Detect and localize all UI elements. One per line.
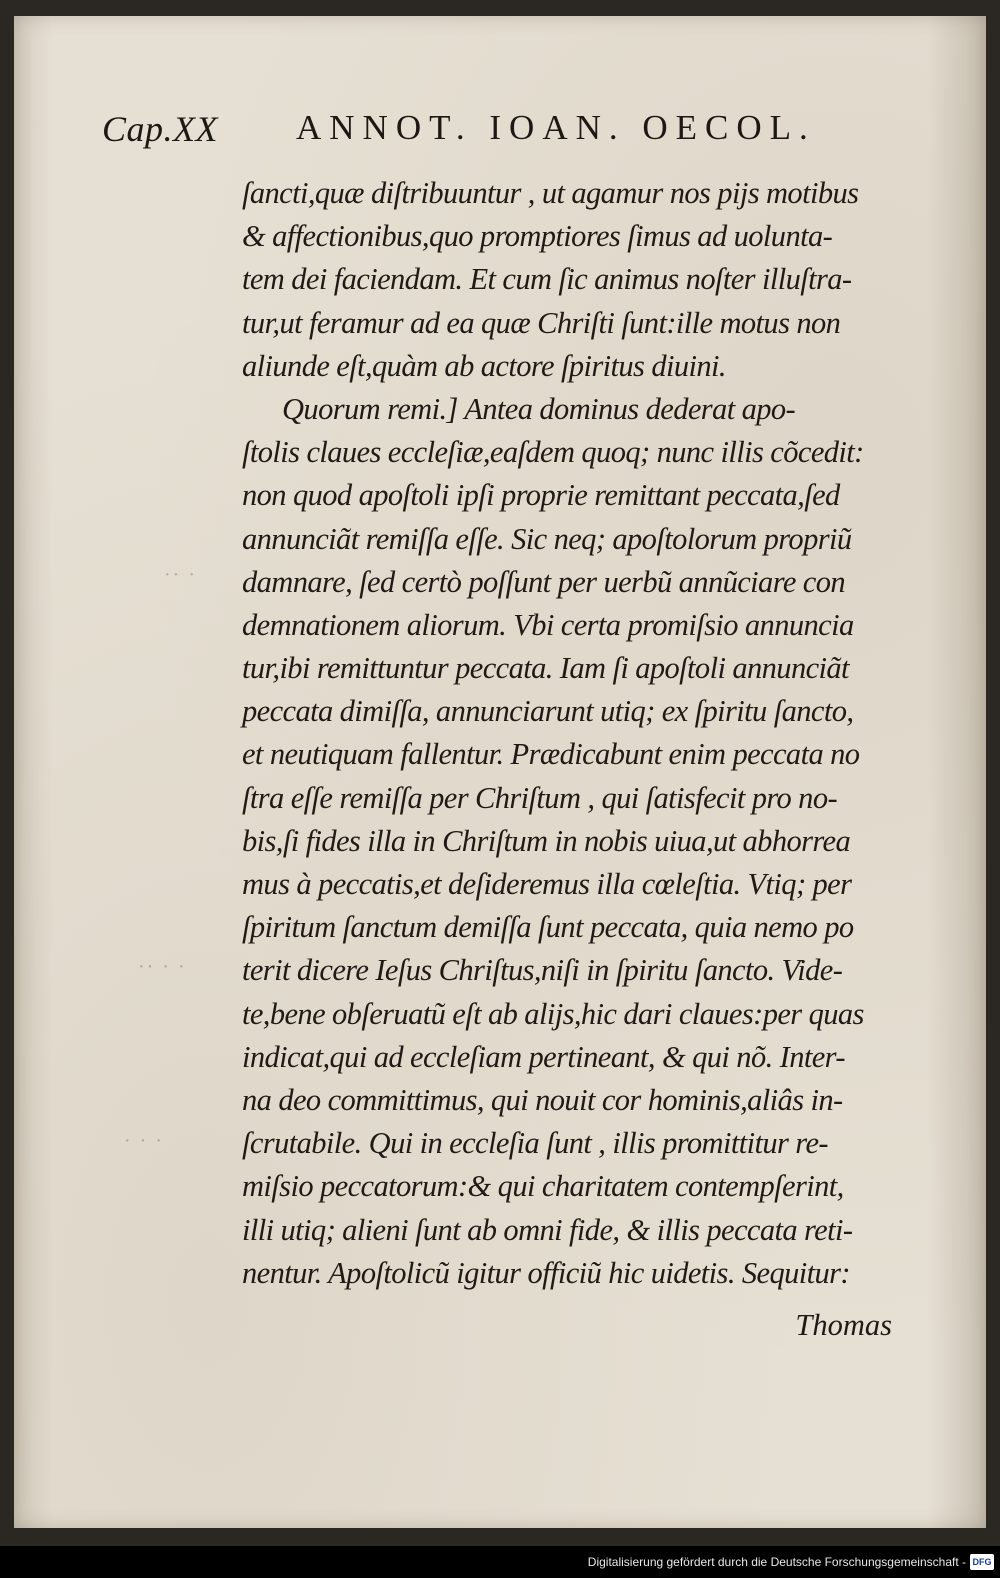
marginal-annotation: ·· · [164,564,197,586]
text-line: ſcrutabile. Qui in eccleſia ſunt , illis promittitur re- [242,1126,828,1161]
text-line: non quod apoſtoli ipſi proprie remittant peccata,ſed [242,478,840,513]
text-line: bis,ſi fides illa in Chriſtum in nobis uiua,ut abhorrea [242,823,851,858]
body-text [242,172,910,1295]
text-line: tur,ibi remittuntur peccata. Iam ſi apoſtoli annunciãt [242,651,849,686]
chapter-reference: Cap.XX [102,109,218,149]
running-title: ANNOT. IOAN. OECOL. [296,108,816,147]
text-line: damnare, ſed certò poſſunt per uerbũ annũciare con [242,564,846,599]
marginal-annotation: ·· · · [138,956,187,978]
text-line: miſsio peccatorum:& qui charitatem contempſerint, [242,1169,844,1204]
text-line: mus à peccatis,et deſideremus illa cœleſtia. Vtiq; per [242,867,852,901]
text-line: te,bene obſeruatũ eſt ab alijs,hic dari claues:per quas [242,996,864,1031]
text-line: demnationem aliorum. Vbi certa promiſsio annuncia [242,607,854,642]
text-line: indicat,qui ad eccleſiam pertineant, & qui nõ. Inter- [242,1039,845,1074]
text-line: peccata dimiſſa, annunciarunt utiq; ex ſpiritu ſancto, [242,694,854,729]
text-line: terit dicere Ieſus Chriſtus,niſi in ſpiritu ſancto. Vide- [242,953,843,988]
text-line: & affectionibus,quo promptiores ſimus ad uolunta- [242,219,833,254]
text-line: nentur. Apoſtolicũ igitur officiũ hic uidetis. Sequitur: [242,1255,850,1290]
dfg-logo: DFG [970,1554,994,1570]
text-line: annunciãt remiſſa eſſe. Sic neq; apoſtolorum propriũ [242,521,852,556]
text-line: Quorum remi.] Antea dominus dederat apo- [282,391,796,426]
marginal-annotation: · · · [124,1130,164,1152]
text-line: ſtolis claues eccleſiæ,eaſdem quoq; nunc illis cõcedit: [242,435,864,470]
text-line: illi utiq; alieni ſunt ab omni fide, & illis peccata reti- [242,1212,853,1247]
book-page [14,16,986,1528]
text-line: ſancti,quæ diſtribuuntur , ut agamur nos pijs motibus [242,176,859,210]
text-line: tur,ut feramur ad ea quæ Chriſti ſunt:ille motus non [242,305,841,340]
text-line: ſpiritum ſanctum demiſſa ſunt peccata, quia nemo po [242,910,854,945]
text-line: aliunde eſt,quàm ab actore ſpiritus diuini. [242,348,726,383]
text-line: ſtra eſſe remiſſa per Chriſtum , qui ſatisfecit pro no- [242,780,838,815]
text-line: tem dei faciendam. Et cum ſic animus noſter illuſtra- [242,262,852,297]
catchword: Thomas [795,1308,892,1342]
digitization-credit: Digitalisierung gefördert durch die Deutsche Forschungsgemeinschaft - [587,1555,966,1569]
page-header [102,104,902,164]
text-line: et neutiquam fallentur. Prædicabunt enim peccata no [242,737,860,772]
text-line: na deo committimus, qui nouit cor hominis,aliâs in- [242,1082,843,1117]
